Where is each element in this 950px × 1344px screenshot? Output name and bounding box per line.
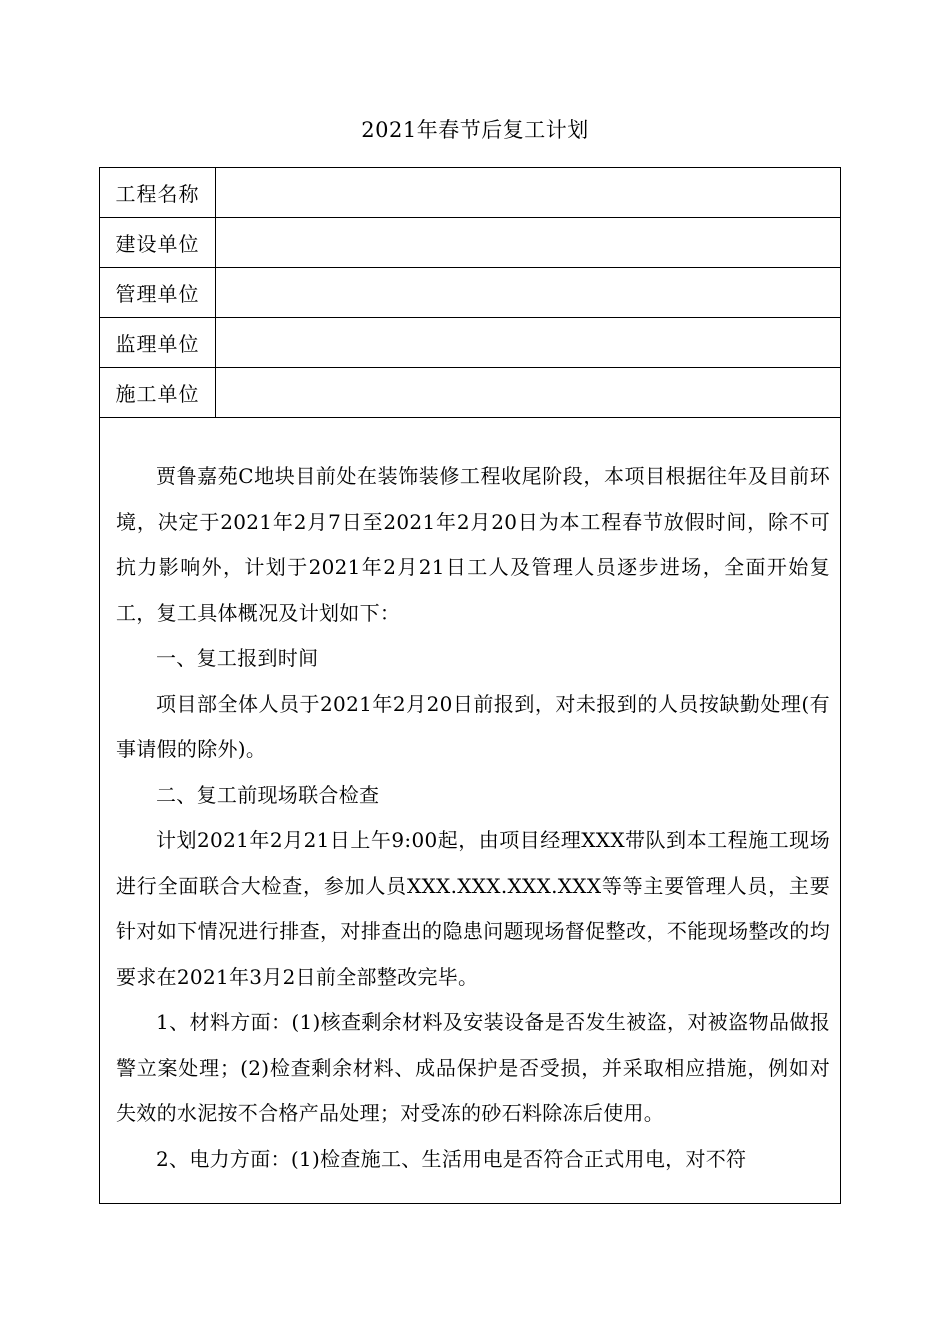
field-row-construction-unit (100, 218, 841, 268)
electricity-paragraph: 2、电力方面：(1)检查施工、生活用电是否符合正式用电，对不符 (156, 1146, 747, 1171)
field-value-management-unit (216, 268, 841, 318)
field-label-management-unit: 管理单位 (100, 268, 216, 318)
joint-inspection-paragraph: 计划2021年2月21日上午9:00起，由项目经理XXX带队到本工程施工现场进行全面联合大检查，参加人员XXX.XXX.XXX.XXX等等主要管理人员，主要针对如下情况进行排查，对排查出的隐患问题现场督促整改，不能现场整改的均要求在2021年3月2日前全部整改完毕。 (116, 828, 830, 989)
section-heading-joint-inspection: 二、复工前现场联合检查 (156, 782, 380, 807)
intro-paragraph: 贾鲁嘉苑C地块目前处在装饰装修工程收尾阶段，本项目根据往年及目前环境，决定于2021年2月7日至2021年2月20日为本工程春节放假时间，除不可抗力影响外，计划于2021年2月21日工人及管理人员逐步进场，全面开始复工，复工具体概况及计划如下： (116, 464, 830, 625)
field-row-supervision-unit (100, 318, 841, 368)
project-info-table (99, 167, 841, 1204)
field-label-construction-unit: 建设单位 (100, 218, 216, 268)
materials-paragraph: 1、材料方面：(1)核查剩余材料及安装设备是否发生被盗，对被盗物品做报警立案处理；(2)检查剩余材料、成品保护是否受损，并采取相应措施，例如对失效的水泥按不合格产品处理；对受冻的砂石料除冻后使用。 (116, 1010, 830, 1125)
field-value-contractor-unit (216, 368, 841, 418)
section-heading-report-time: 一、复工报到时间 (156, 646, 319, 670)
field-row-project-name (100, 168, 841, 218)
content-body (100, 418, 841, 1204)
report-time-paragraph: 项目部全体人员于2021年2月20日前报到，对未报到的人员按缺勤处理(有事请假的除外)。 (116, 691, 830, 761)
field-label-contractor-unit: 施工单位 (100, 368, 216, 418)
field-value-construction-unit (216, 218, 841, 268)
field-row-contractor-unit (100, 368, 841, 418)
field-value-supervision-unit (216, 318, 841, 368)
field-row-management-unit (100, 268, 841, 318)
document-title: 2021年春节后复工计划 (361, 118, 589, 142)
field-label-supervision-unit: 监理单位 (100, 318, 216, 368)
field-label-project-name: 工程名称 (100, 168, 216, 218)
content-row (100, 418, 841, 1204)
field-value-project-name (216, 168, 841, 218)
